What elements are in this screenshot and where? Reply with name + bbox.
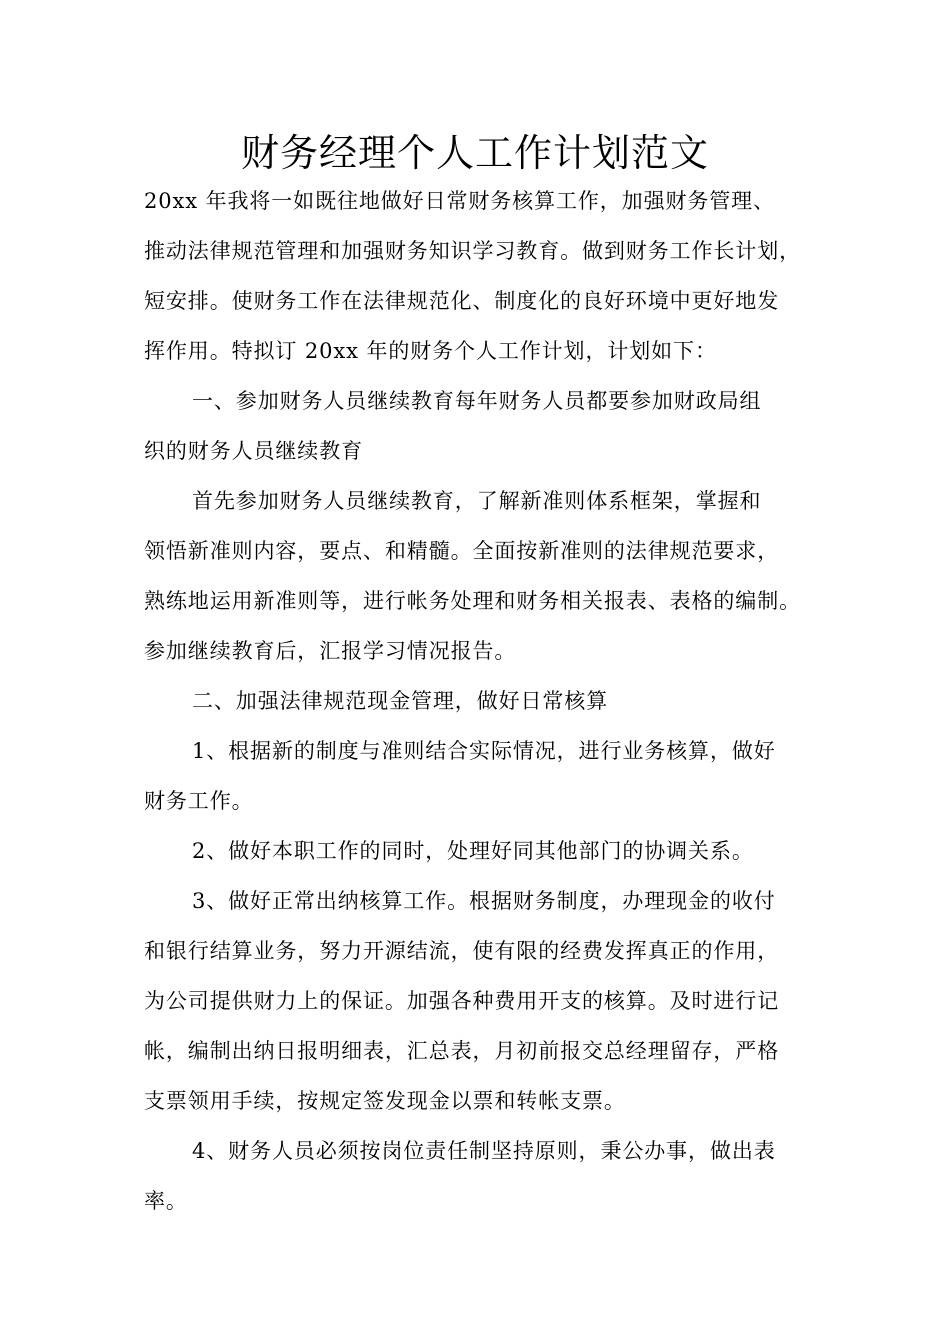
list-item-line: 和银行结算业务，努力开源结流，使有限的经费发挥真正的作用， — [144, 939, 780, 963]
paragraph-line: 挥作用。特拟订 20xx 年的财务个人工作计划，计划如下： — [144, 339, 717, 363]
list-item-line: 财务工作。 — [144, 789, 254, 813]
list-item-line: 支票领用手续，按规定签发现金以票和转帐支票。 — [144, 1089, 626, 1113]
paragraph-line: 领悟新准则内容，要点、和精髓。全面按新准则的法律规范要求， — [144, 539, 780, 563]
list-item-line: 1、根据新的制度与准则结合实际情况，进行业务核算，做好 — [192, 739, 776, 763]
paragraph-line: 推动法律规范管理和加强财务知识学习教育。做到财务工作长计划， — [144, 239, 801, 263]
list-item-line: 为公司提供财力上的保证。加强各种费用开支的核算。及时进行记 — [144, 989, 780, 1013]
list-item-line: 率。 — [144, 1189, 188, 1213]
list-item-line: 2、做好本职工作的同时，处理好同其他部门的协调关系。 — [192, 839, 754, 863]
list-item-line: 帐，编制出纳日报明细表，汇总表，月初前报交总经理留存，严格 — [144, 1039, 780, 1063]
paragraph-line: 20xx 年我将一如既往地做好日常财务核算工作，加强财务管理、 — [144, 189, 775, 213]
document-title: 财务经理个人工作计划范文 — [240, 131, 709, 175]
list-item-line: 4、财务人员必须按岗位责任制坚持原则，秉公办事，做出表 — [192, 1139, 776, 1163]
paragraph-line: 参加继续教育后，汇报学习情况报告。 — [144, 639, 517, 663]
section-heading-line: 二、加强法律规范现金管理，做好日常核算 — [192, 689, 609, 713]
section-heading-line: 织的财务人员继续教育 — [144, 439, 363, 463]
paragraph-line: 短安排。使财务工作在法律规范化、制度化的良好环境中更好地发 — [144, 289, 780, 313]
list-item-line: 3、做好正常出纳核算工作。根据财务制度，办理现金的收付 — [192, 889, 776, 913]
paragraph-line: 首先参加财务人员继续教育，了解新准则体系框架，掌握和 — [192, 489, 762, 513]
paragraph-line: 熟练地运用新准则等，进行帐务处理和财务相关报表、表格的编制。 — [144, 589, 801, 613]
section-heading-line: 一、参加财务人员继续教育每年财务人员都要参加财政局组 — [192, 389, 762, 413]
